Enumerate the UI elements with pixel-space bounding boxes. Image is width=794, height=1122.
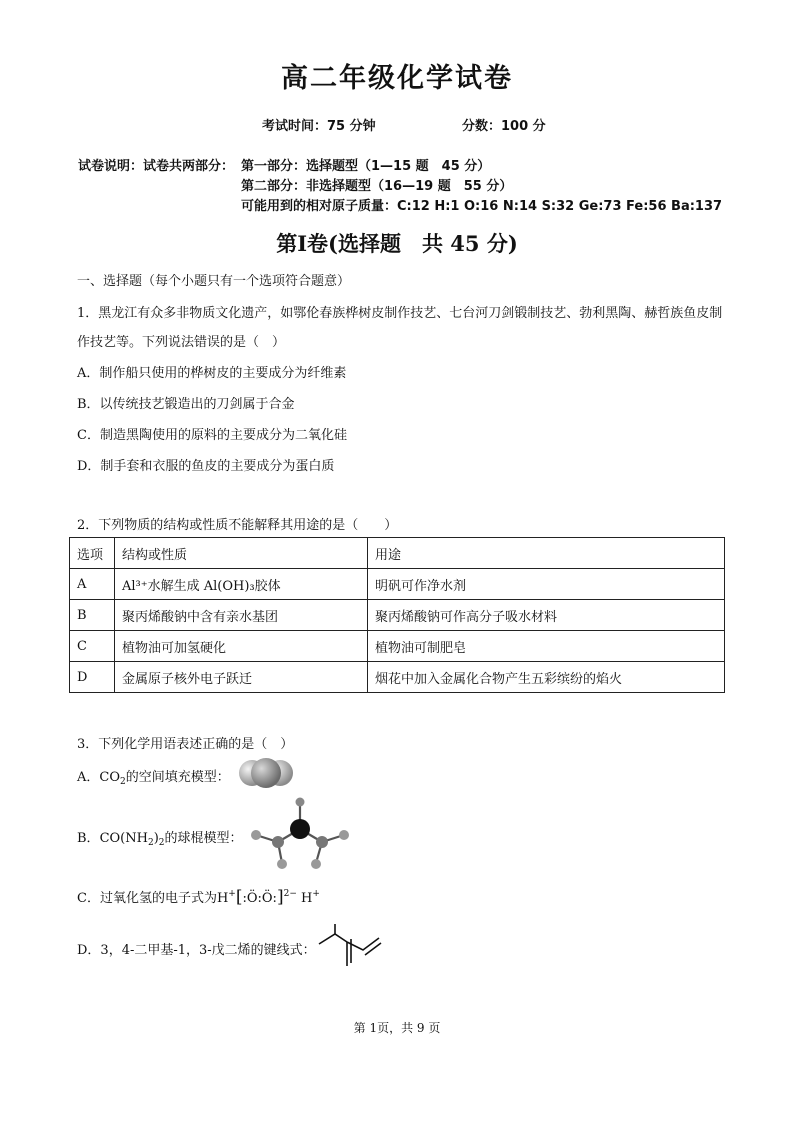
exam-part1: 第一部分：选择题型（1—15 题 45 分） <box>241 159 491 174</box>
section-instruction: 一、选择题（每个小题只有一个选项符合题意） <box>77 274 351 289</box>
q2-table <box>69 537 725 693</box>
q2-stem: 2．下列物质的结构或性质不能解释其用途的是（ ） <box>77 518 398 533</box>
exam-time: 考试时间：75 分钟 <box>262 119 376 134</box>
section-title: 第Ⅰ卷(选择题 共 45 分) <box>276 231 518 256</box>
q3-option-c <box>77 887 320 907</box>
skeletal-formula <box>315 922 383 970</box>
q3-a-formula: CO <box>99 770 120 785</box>
q3-option-b <box>77 827 243 848</box>
table-cell: 聚丙烯酸钠可作高分子吸水材料 <box>368 600 725 631</box>
exam-title: 高二年级化学试卷 <box>281 63 513 94</box>
q3-stem: 3．下列化学用语表述正确的是（ ） <box>77 737 294 752</box>
table-header-cell: 选项 <box>70 538 115 569</box>
q3-b-formula-2: ) <box>153 831 159 846</box>
table-cell: 金属原子核外电子跃迁 <box>115 662 368 693</box>
q3-c-charge: 2− <box>283 889 297 899</box>
q3-a-prefix: A． <box>77 770 100 785</box>
table-cell: 聚丙烯酸钠中含有亲水基团 <box>115 600 368 631</box>
q3-b-text: 的球棍模型： <box>164 831 243 846</box>
table-header-row <box>70 538 725 569</box>
table-cell: 植物油可加氢硬化 <box>115 631 368 662</box>
table-cell: C <box>70 631 115 662</box>
table-header-cell: 用途 <box>368 538 725 569</box>
q3-a-sub: 2 <box>120 777 126 787</box>
q3-option-a <box>77 766 230 787</box>
q3-c-text: C．过氧化氢的电子式为 <box>77 891 217 906</box>
q1-stem-line2: 作技艺等。下列说法错误的是（ ） <box>77 335 286 350</box>
q3-b-sub2: 2 <box>158 838 165 848</box>
co2-space-filling-model <box>236 752 296 794</box>
q1-option-a: A．制作船只使用的桦树皮的主要成分为纤维素 <box>77 366 347 381</box>
q3-c-plus2: + <box>312 889 320 899</box>
q3-c-h2: H <box>301 891 313 906</box>
table-row <box>70 662 725 693</box>
page-number: 第 1页，共 9 页 <box>353 1021 441 1035</box>
q1-option-d: D．制手套和衣服的鱼皮的主要成分为蛋白质 <box>77 459 335 474</box>
q3-b-formula-1: CO(NH <box>99 831 148 846</box>
q3-c-core: :Ö:Ö: <box>242 891 277 906</box>
q1-option-c: C．制造黑陶使用的原料的主要成分为二氧化硅 <box>77 428 347 443</box>
table-row <box>70 569 725 600</box>
q3-a-text: 的空间填充模型： <box>125 770 230 785</box>
q3-c-h1: H <box>216 891 229 906</box>
table-row <box>70 600 725 631</box>
table-cell: A <box>70 569 115 600</box>
table-row <box>70 631 725 662</box>
table-cell: D <box>70 662 115 693</box>
exam-part2: 第二部分：非选择题型（16—19 题 55 分） <box>241 179 513 194</box>
urea-ball-stick-model <box>244 795 356 885</box>
table-header-cell: 结构或性质 <box>115 538 368 569</box>
table-cell: 植物油可制肥皂 <box>368 631 725 662</box>
table-cell: B <box>70 600 115 631</box>
left-bracket: [ <box>235 887 243 907</box>
atomic-masses: 可能用到的相对原子质量：C:12 H:1 O:16 N:14 S:32 Ge:73 Fe:56 Ba:137 <box>241 199 723 214</box>
q3-b-sub1: 2 <box>147 838 154 848</box>
q1-stem-line1: 1．黑龙江有众多非物质文化遗产，如鄂伦春族桦树皮制作技艺、七台河刀剑锻制技艺、勃利黑陶、赫哲族鱼皮制 <box>77 306 723 321</box>
q3-b-prefix: B． <box>77 831 100 846</box>
q1-option-b: B．以传统技艺锻造出的刀剑属于合金 <box>77 397 295 412</box>
exam-score: 分数：100 分 <box>462 119 546 134</box>
right-bracket: ] <box>276 887 284 907</box>
exam-note-prefix: 试卷说明：试卷共两部分： <box>78 159 235 174</box>
table-cell: 烟花中加入金属化合物产生五彩缤纷的焰火 <box>368 662 725 693</box>
q3-c-plus1: + <box>228 889 236 899</box>
table-cell: 明矾可作净水剂 <box>368 569 725 600</box>
q3-option-d: D．3，4-二甲基-1，3-戊二烯的键线式： <box>77 943 316 958</box>
table-cell: Al³⁺水解生成 Al(OH)₃胶体 <box>115 569 368 600</box>
